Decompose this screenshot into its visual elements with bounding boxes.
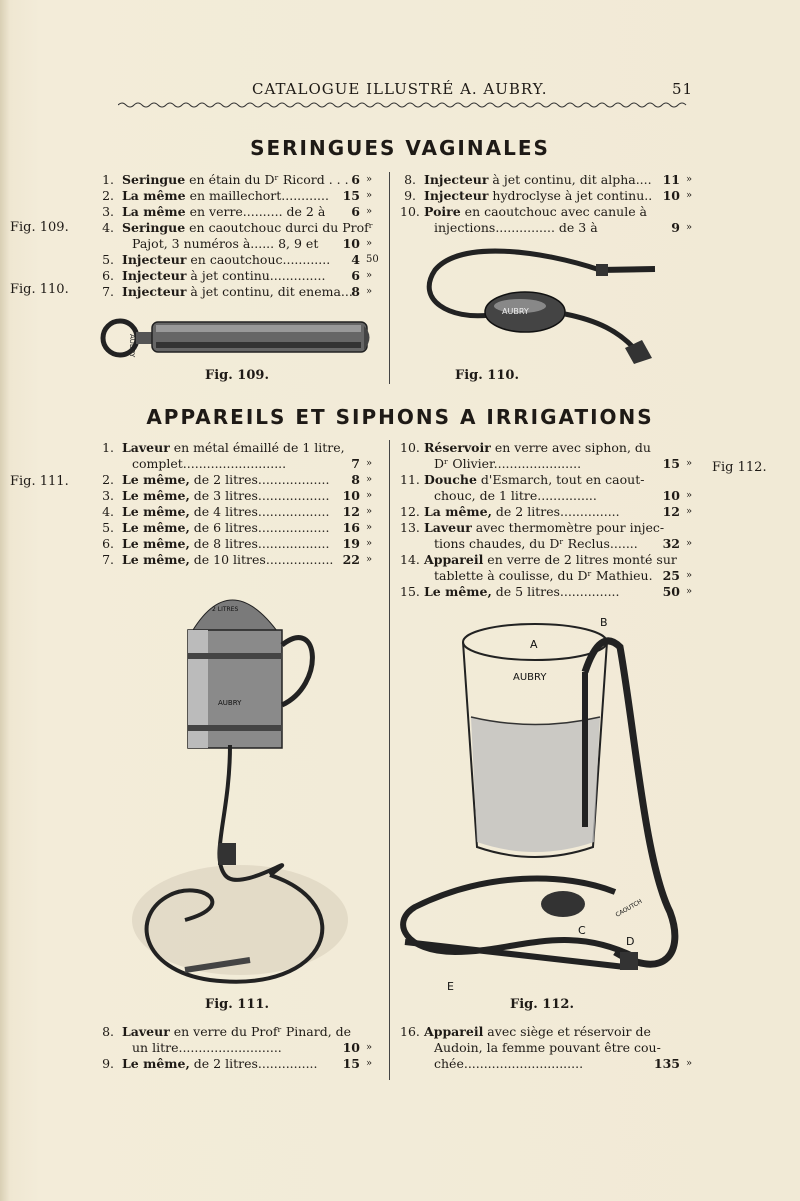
item-description [122,504,329,520]
bulb-injector-engraving [420,240,670,370]
item-detail: de 5 litres............... [491,584,620,599]
item-description [122,220,373,236]
item-price-cents: » [686,538,693,549]
metal-irrigator-engraving [130,575,370,995]
item-name: Laveur [424,520,472,535]
item-detail: complet.......................... [132,456,287,471]
item-price-cents: » [366,490,373,501]
item-description [424,172,652,188]
item-name: Laveur [122,440,170,455]
item-price-cents: » [366,286,373,297]
item-name: Le même, [122,1056,190,1071]
item-description [424,568,653,584]
item-price: 50 [662,584,680,599]
item-price: 15 [342,1056,360,1071]
header-wavy-rule [118,100,688,110]
item-price: 10 [662,488,680,503]
item-price: 8 [351,284,360,299]
item-description [424,204,647,220]
item-price-cents: » [366,270,373,281]
price-list-s2-right [400,440,700,610]
item-detail: Dʳ Olivier...................... [434,456,582,471]
item-price: 10 [662,188,680,203]
item-number: 14. [400,552,420,567]
item-number: 6. [102,536,114,551]
item-price: 135 [653,1056,680,1071]
item-detail: à jet continu, dit alpha.... [488,172,652,187]
page-title: CATALOGUE ILLUSTRÉ A. AUBRY. [252,80,548,98]
item-description [122,252,330,268]
item-detail: de 2 litres............... [491,504,620,519]
syringe-engraving [100,310,380,365]
item-number: 7. [102,552,114,567]
item-detail: de 6 litres.................. [189,520,330,535]
engraving-label-litres: 2 LITRES [212,606,239,613]
item-price: 32 [662,536,680,551]
item-number: 16. [400,1024,420,1039]
item-number: 5. [102,520,114,535]
item-name: Appareil [424,1024,484,1039]
item-detail: Pajot, 3 numéros à...... 8, 9 et [132,236,319,251]
item-detail: d'Esmarch, tout en caout- [476,472,645,487]
item-name: Le même, [122,520,190,535]
item-description [424,1056,583,1072]
item-description [424,472,644,488]
item-detail: un litre.......................... [132,1040,282,1055]
item-number: 9. [102,1056,114,1071]
item-description [122,456,286,472]
item-name: Le même, [424,584,492,599]
item-name: Injecteur [424,172,489,187]
item-number: 1. [102,440,114,455]
item-description [424,1024,651,1040]
item-detail: de 2 litres.................. [189,472,330,487]
item-description [424,504,620,520]
item-name: La même, [424,504,492,519]
item-description [424,456,581,472]
item-detail: en étain du Dʳ Ricord . . . [185,172,349,187]
item-number: 7. [102,284,114,299]
item-detail: à jet continu, dit enema... [186,284,353,299]
side-label-fig111: Fig. 111. [10,474,69,489]
item-name: Seringue [122,172,186,187]
caption-fig111: Fig. 111. [205,997,269,1012]
section-title-seringues: SERINGUES VAGINALES [250,136,550,160]
item-number: 2. [102,188,114,203]
item-detail: de 10 litres................. [189,552,334,567]
item-price: 10 [342,236,360,251]
item-detail: Audoin, la femme pouvant être cou- [434,1040,661,1055]
item-price-cents: » [366,506,373,517]
item-price: 8 [351,472,360,487]
item-name: Laveur [122,1024,170,1039]
item-description [424,536,638,552]
item-name: Le même, [122,536,190,551]
page-number: 51 [672,80,694,98]
item-price-cents: » [686,222,693,233]
engraving-label-caoutch: CAOUTCH [614,898,644,919]
item-number: 15. [400,584,420,599]
item-name: Seringue [122,220,186,235]
item-description [122,188,329,204]
item-description [424,488,597,504]
item-detail: de 3 litres.................. [189,488,330,503]
engraving-label-b: B [600,616,608,629]
item-price-cents: » [366,1058,373,1069]
item-price: 25 [662,568,680,583]
item-name: Injecteur [122,284,187,299]
item-price-cents: » [366,238,373,249]
item-number: 6. [102,268,114,283]
item-price-cents: » [366,174,373,185]
item-name: Douche [424,472,477,487]
item-number: 5. [102,252,114,267]
engraving-label-d: D [626,935,635,948]
item-description [122,1040,282,1056]
item-name: La même [122,204,186,219]
item-number: 1. [102,172,114,187]
item-description [122,1024,351,1040]
engraving-label-aubry: AUBRY [128,334,136,358]
engraving-label-a: A [530,638,538,651]
item-price: 11 [662,172,680,187]
item-description [122,552,333,568]
caption-fig112: Fig. 112. [510,997,574,1012]
price-list-s2-left [98,440,388,580]
item-price-cents: » [686,570,693,581]
item-price: 6 [351,204,360,219]
item-price: 19 [342,536,360,551]
item-description [424,220,598,236]
item-name: Injecteur [122,268,187,283]
item-description [122,472,329,488]
item-number: 4. [102,504,114,519]
item-description [122,268,325,284]
item-detail: tions chaudes, du Dʳ Reclus....... [434,536,638,551]
item-detail: de 4 litres.................. [189,504,330,519]
side-label-fig112: Fig 112. [712,460,767,475]
item-detail: en maillechort............ [185,188,329,203]
item-name: Le même, [122,552,190,567]
item-name: Le même, [122,472,190,487]
item-description [424,188,652,204]
item-number: 4. [102,220,114,235]
item-name: Le même, [122,504,190,519]
item-detail: hydroclyse à jet continu.. [488,188,653,203]
item-price: 12 [342,504,360,519]
item-price: 10 [342,1040,360,1055]
item-number: 8. [102,1024,114,1039]
item-detail: à jet continu.............. [186,268,326,283]
item-detail: injections............... de 3 à [434,220,598,235]
item-name: Réservoir [424,440,491,455]
glass-reservoir-engraving [395,612,695,992]
column-divider-2 [389,440,390,1080]
item-price-cents: » [686,490,693,501]
item-detail: en verre du Profʳ Pinard, de [169,1024,352,1039]
engraving-label-c: C [578,924,586,937]
item-number: 3. [102,204,114,219]
section-title-appareils: APPAREILS ET SIPHONS A IRRIGATIONS [146,405,654,429]
item-detail: en verre.......... de 2 à [185,204,326,219]
item-detail: de 2 litres............... [189,1056,318,1071]
item-price: 9 [671,220,680,235]
item-description [122,204,325,220]
item-number: 8. [404,172,416,187]
item-description [122,488,329,504]
price-list-s1-left [98,172,388,312]
item-detail: chouc, de 1 litre............... [434,488,597,503]
item-name: Le même, [122,488,190,503]
item-price-cents: » [686,586,693,597]
item-description [424,1040,661,1056]
item-price: 16 [342,520,360,535]
item-price-cents: » [366,538,373,549]
item-price: 15 [342,188,360,203]
item-detail: avec thermomètre pour injec- [471,520,665,535]
caption-fig109: Fig. 109. [205,368,269,383]
item-number: 3. [102,488,114,503]
item-number: 13. [400,520,420,535]
item-detail: en caoutchouc durci du Profʳ [185,220,374,235]
engraving-label-aubry-2: AUBRY [502,307,529,316]
item-description [424,584,620,600]
item-price: 12 [662,504,680,519]
item-price-cents: » [686,190,693,201]
item-description [424,440,651,456]
engraving-label-e: E [447,980,454,992]
item-number: 2. [102,472,114,487]
item-price-cents: » [366,206,373,217]
item-detail: en verre avec siphon, du [490,440,651,455]
item-detail: de 8 litres.................. [189,536,330,551]
item-detail: en caoutchouc avec canule à [460,204,648,219]
side-label-fig110: Fig. 110. [10,282,69,297]
item-price-cents: » [686,506,693,517]
item-detail: avec siège et réservoir de [483,1024,651,1039]
item-price: 22 [342,552,360,567]
item-number: 11. [400,472,420,487]
price-list-s2-left-bottom [98,1024,388,1084]
item-description [122,284,353,300]
item-price-cents: » [366,522,373,533]
item-detail: en caoutchouc............ [186,252,331,267]
item-name: Injecteur [424,188,489,203]
item-description [424,520,664,536]
item-number: 10. [400,440,420,455]
item-price-cents: » [686,458,693,469]
item-price-cents: 50 [366,254,379,265]
item-price-cents: » [686,174,693,185]
item-price: 10 [342,488,360,503]
column-divider [389,172,390,384]
item-price: 15 [662,456,680,471]
item-detail: en métal émaillé de 1 litre, [169,440,345,455]
item-price-cents: » [366,458,373,469]
item-description [122,536,329,552]
item-price: 7 [351,456,360,471]
item-name: Injecteur [122,252,187,267]
item-detail: chée.............................. [434,1056,584,1071]
item-description [122,520,329,536]
engraving-label-aubry-3: AUBRY [218,699,242,707]
item-name: Poire [424,204,461,219]
item-description [122,236,318,252]
item-price-cents: » [366,474,373,485]
item-price: 6 [351,268,360,283]
item-name: Appareil [424,552,484,567]
item-price: 4 [351,252,360,267]
price-list-s2-right-bottom [400,1024,700,1084]
item-description [122,172,349,188]
item-number: 10. [400,204,420,219]
item-price: 6 [351,172,360,187]
side-label-fig109: Fig. 109. [10,220,69,235]
caption-fig110: Fig. 110. [455,368,519,383]
item-description [424,552,677,568]
item-name: La même [122,188,186,203]
item-description [122,440,345,456]
engraving-label-aubry-4: AUBRY [513,672,547,683]
item-price-cents: » [366,1042,373,1053]
price-list-s1-right [400,172,700,242]
item-detail: en verre de 2 litres monté sur [483,552,677,567]
item-price-cents: » [686,1058,693,1069]
item-detail: tablette à coulisse, du Dʳ Mathieu. [434,568,653,583]
item-number: 9. [404,188,416,203]
item-price-cents: » [366,554,373,565]
item-description [122,1056,318,1072]
item-number: 12. [400,504,420,519]
item-price-cents: » [366,190,373,201]
